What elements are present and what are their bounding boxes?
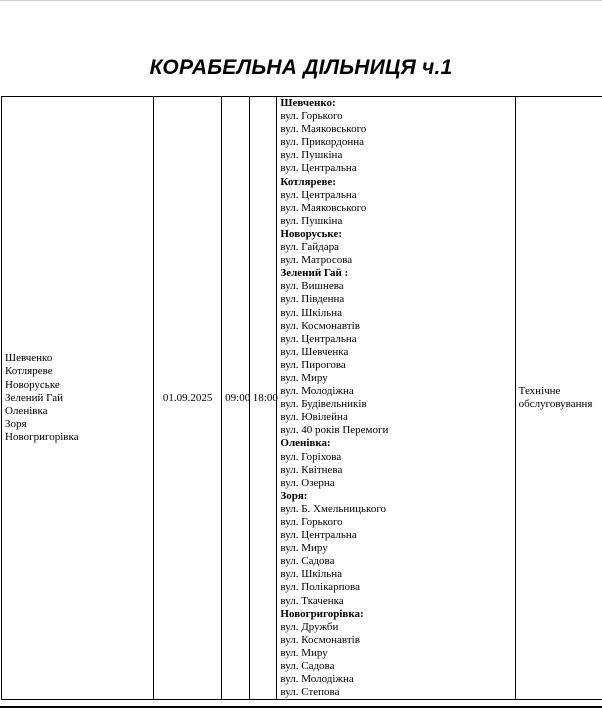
reason-cell <box>515 97 602 700</box>
street-name: вул. Миру <box>280 542 328 555</box>
street-name: вул. Космонавтів <box>280 633 360 646</box>
streets-list <box>280 97 511 699</box>
village-heading: Новоруське: <box>280 227 343 240</box>
village-heading: Зелений Гай : <box>280 267 349 280</box>
street-name: вул. Космонавтів <box>280 319 360 332</box>
street-name: вул. Полікарпова <box>280 581 360 594</box>
street-name: вул. Миру <box>280 646 328 659</box>
village-name: Зелений Гай <box>5 391 64 404</box>
street-name: вул. Будівельників <box>280 398 367 411</box>
village-heading: Оленівка: <box>280 437 331 450</box>
street-name: вул. Гайдара <box>280 241 339 254</box>
street-name: вул. Шкільна <box>280 568 343 581</box>
reason-text: Технічне обслуговування <box>518 385 593 411</box>
village-name: Новоруське <box>5 378 60 391</box>
village-name: Новогригорівка <box>5 430 79 443</box>
document-title: КОРАБЕЛЬНА ДІЛЬНИЦЯ ч.1 <box>149 56 453 79</box>
village-name: Котляреве <box>5 365 53 378</box>
street-name: вул. Маяковського <box>280 201 367 214</box>
street-name: вул. Квітнева <box>280 463 343 476</box>
street-name: вул. Центральна <box>280 332 357 345</box>
village-name: Оленівка <box>5 404 48 417</box>
street-name: вул. Пушкіна <box>280 149 343 162</box>
street-name: вул. Шевченка <box>280 345 349 358</box>
villages-list <box>5 352 150 444</box>
street-name: вул. Центральна <box>280 188 357 201</box>
start-time-cell: 09:00 <box>222 97 250 700</box>
street-name: вул. Ювілейна <box>280 411 348 424</box>
street-name: вул. Степова <box>280 686 340 699</box>
street-name: вул. Миру <box>280 371 328 384</box>
villages-cell <box>2 97 154 700</box>
street-name: вул. Озерна <box>280 476 335 489</box>
street-name: вул. 40 років Перемоги <box>280 424 389 437</box>
street-name: вул. Пушкіна <box>280 214 343 227</box>
street-name: вул. Шкільна <box>280 306 343 319</box>
street-name: вул. Вишнева <box>280 280 344 293</box>
village-heading: Шевченко: <box>280 97 336 109</box>
table-row <box>2 97 602 700</box>
street-name: вул. Матросова <box>280 254 353 267</box>
end-time-cell: 18:00 <box>249 97 277 700</box>
street-name: вул. Центральна <box>280 529 357 542</box>
village-heading: Котляреве: <box>280 175 336 188</box>
street-name: вул. Дружби <box>280 620 339 633</box>
street-name: вул. Південна <box>280 293 345 306</box>
street-name: вул. Горького <box>280 516 343 528</box>
village-name: Шевченко <box>5 352 53 365</box>
street-name: вул. Садова <box>280 660 335 673</box>
outage-schedule-table <box>1 96 602 700</box>
street-name: вул. Горіхова <box>280 450 342 463</box>
village-heading: Зоря: <box>280 489 308 502</box>
street-name: вул. Горького <box>280 110 343 123</box>
street-name: вул. Молодіжна <box>280 385 354 398</box>
street-name: вул. Центральна <box>280 162 357 175</box>
streets-cell <box>277 97 515 700</box>
street-name: вул. Прикордонна <box>280 136 364 149</box>
date-cell: 01.09.2025 <box>154 97 222 700</box>
street-name: вул. Б. Хмельницького <box>280 502 387 515</box>
street-name: вул. Пирогова <box>280 358 346 371</box>
top-divider <box>0 0 602 1</box>
street-name: вул. Садова <box>280 555 335 568</box>
street-name: вул. Маяковського <box>280 123 367 136</box>
street-name: вул. Молодіжна <box>280 673 354 686</box>
village-heading: Новогригорівка: <box>280 607 364 620</box>
village-name: Зоря <box>5 417 27 430</box>
street-name: вул. Ткаченка <box>280 594 344 607</box>
